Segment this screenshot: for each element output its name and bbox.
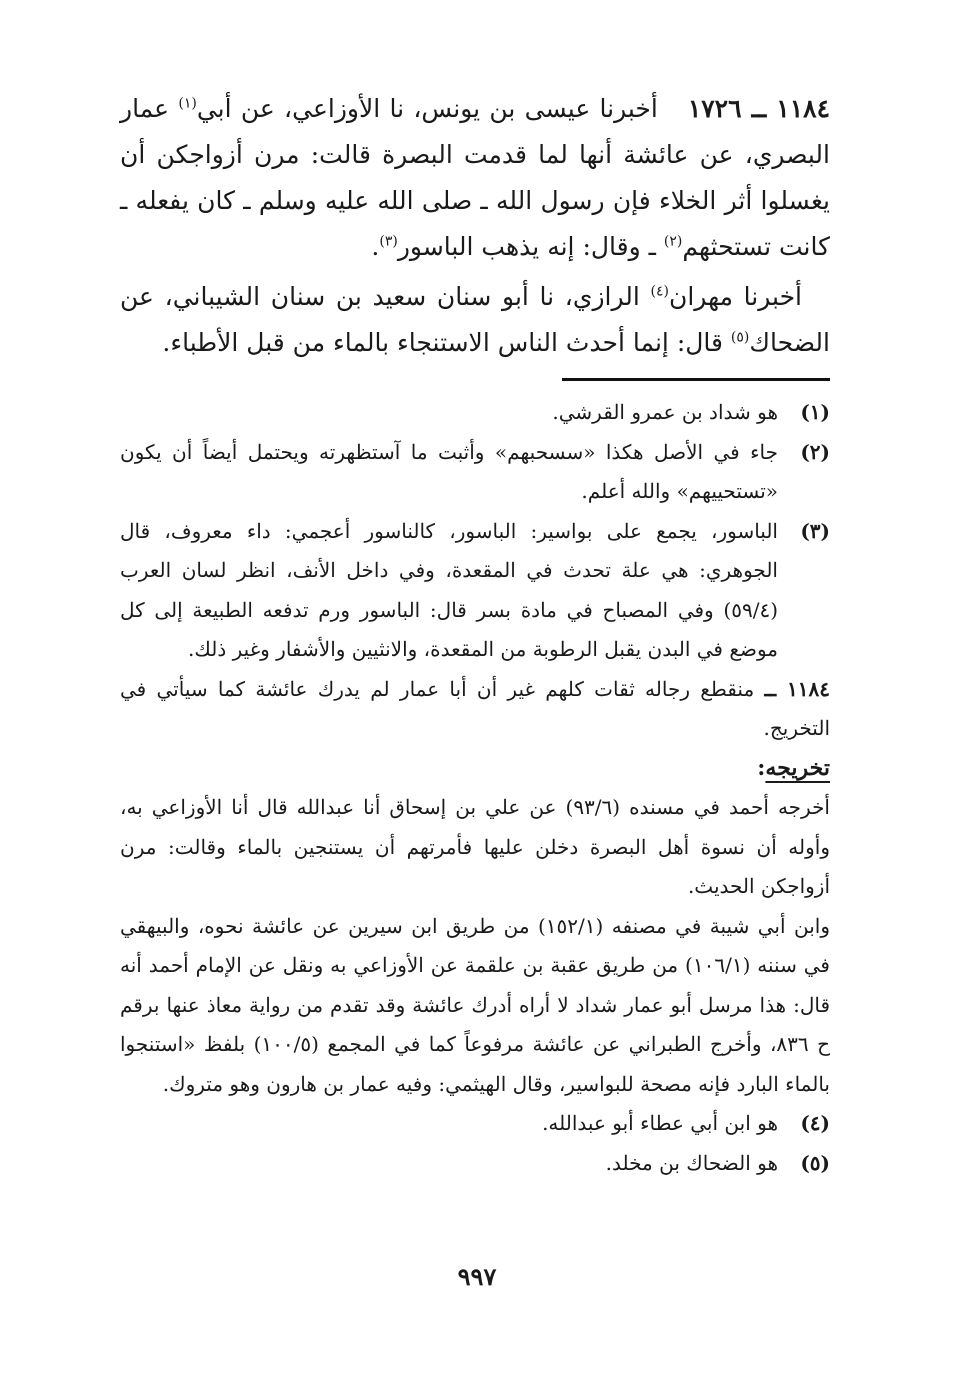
- footnote-3: [120, 512, 830, 670]
- footnote-ref-4[interactable]: (٤): [650, 283, 669, 300]
- footnote-4: [120, 1104, 830, 1144]
- footnote-ref-1[interactable]: (١): [178, 95, 197, 112]
- text-segment: أخبرنا عيسى بن يونس، نا الأوزاعي، عن أبي: [196, 94, 658, 123]
- footnote-text: هو الضحاك بن مخلد.: [605, 1150, 778, 1175]
- footnote-2: [120, 433, 830, 512]
- footnote-ref-2[interactable]: (٢): [663, 233, 683, 250]
- footnote-text: هو ابن أبي عطاء أبو عبدالله.: [542, 1111, 778, 1135]
- takhrij-paragraph-2: وابن أبي شيبة في مصنفه (١٥٢/١) من طريق ابن سيرين عن عائشة نحوه، والبيهقي في سننه (١٠٦/١) من طريق عقبة بن علقمة عن الأوزاعي به ونقل عن الإمام أحمد أنه قال: هذا مرسل أبو عمار شداد لا أراه أدرك عائشة وقد تقدم من رواية معاذ عنها برقم ح ٨٣٦، وأخرج الطبراني عن عائشة مرفوعاً كما في المجمع (١٠٠/٥) بلفظ «استنجوا بالماء البارد فإنه مصحة للبواسير، وقال الهيثمي: وفيه عمار بن هارون وهو متروك.: [120, 913, 830, 1096]
- text-segment: قال: إنما أحدث الناس الاستنجاء بالماء من قبل الأطباء.: [162, 328, 731, 357]
- main-text: [120, 86, 830, 366]
- page-number: ٩٩٧: [457, 1262, 497, 1291]
- text-segment: أخبرنا مهران: [668, 282, 802, 311]
- footnote-ref-3[interactable]: (٣): [379, 233, 398, 250]
- takhrij-colon: :: [757, 754, 766, 781]
- footnote-text: هو شداد بن عمرو القرشي.: [552, 400, 778, 424]
- footnotes: [120, 393, 830, 1183]
- hadith-number: ١١٨٤ ــ ١٧٢٦: [687, 94, 830, 123]
- footnote-5: [120, 1144, 830, 1184]
- text-segment: ـ وقال: إنه يذهب الباسور: [397, 232, 664, 261]
- takhrij-paragraph-1: أخرجه أحمد في مسنده (٩٣/٦) عن علي بن إسحاق أنا عبدالله قال أنا الأوزاعي به، وأوله أن نسوة أهل البصرة دخلن عليها فأمرتهم أن يستنجين بالماء وقالت: مرن أزواجكن الحديث.: [120, 795, 830, 898]
- hadith-paragraph: [120, 86, 830, 270]
- text-segment: الرازي، نا أبو سنان سعيد بن سنان الشيباني، عن الضحاك: [120, 282, 830, 357]
- text-segment: عمار البصري، عن عائشة أنها لما قدمت البصرة قالت: مرن أزواجكن أن يغسلوا أثر الخلاء فإن رسول الله ـ صلى الله عليه وسلم ـ كان يفعله ـ كانت تستحثهم: [120, 94, 830, 261]
- footnote-number: (٣): [800, 518, 830, 543]
- footnote-text: الباسور، يجمع على بواسير: الباسور، كالناسور أعجمي: داء معروف، قال الجوهري: هي علة تحدث في المقعدة، وفي داخل الأنف، انظر لسان العرب (٥٩/٤) وفي المصباح في مادة بسر قال: الباسور ورم تدفعه الطبيعة إلى كل موضع في البدن يقبل الرطوبة من المقعدة، والانثيين والأشفار وغير ذلك.: [120, 518, 778, 661]
- hadith-grading: [120, 670, 830, 749]
- takhrij-title: تخريجه: [765, 754, 830, 781]
- footnote-number: (٤): [800, 1111, 830, 1135]
- grading-text: منقطع رجاله ثقات كلهم غير أن أبا عمار لم يدرك عائشة كما سيأتي في التخريج.: [120, 676, 830, 740]
- text-segment: .: [371, 232, 380, 261]
- takhrij-heading: [120, 749, 830, 789]
- athar-paragraph: [120, 274, 830, 366]
- footnote-1: [120, 393, 830, 433]
- footnote-number: (٥): [800, 1150, 830, 1175]
- footnote-ref-5[interactable]: (٥): [730, 329, 750, 346]
- footnote-text: جاء في الأصل هكذا «سسحبهم» وأثبت ما آستظهرته ويحتمل أيضاً أن يكون «تستحييهم» والله أعلم.: [120, 439, 778, 503]
- footnote-number: (١): [800, 400, 830, 424]
- hadith-number: ١١٨٤ ــ: [764, 676, 830, 701]
- footnote-number: (٢): [800, 439, 830, 464]
- footnote-separator: [562, 378, 830, 381]
